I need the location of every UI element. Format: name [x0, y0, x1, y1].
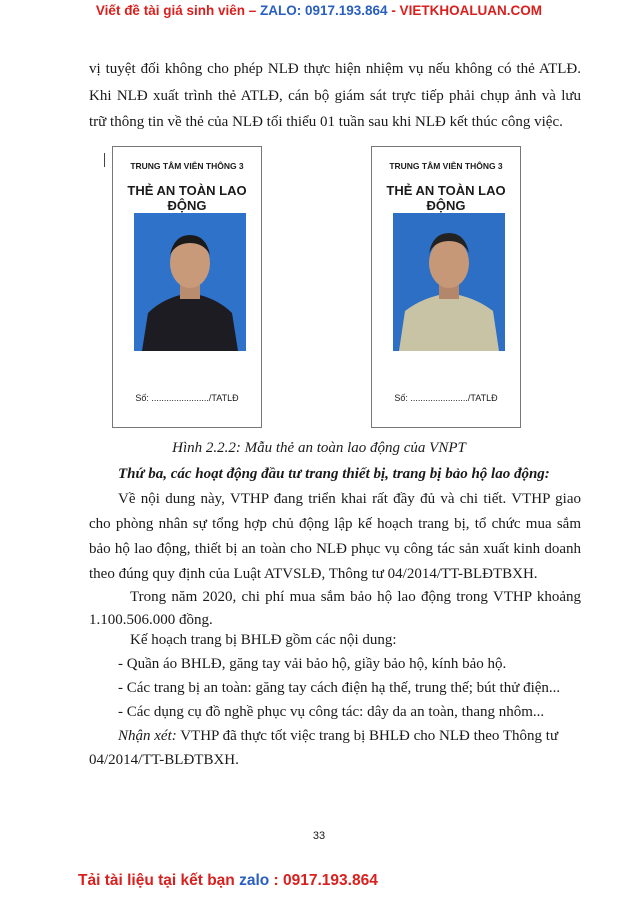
- card-org: TRUNG TÂM VIỄN THÔNG 3: [130, 161, 244, 171]
- footer-phone: : 0917.193.864: [269, 872, 378, 889]
- card-title: THẺ AN TOÀN LAO ĐỘNG: [127, 183, 247, 213]
- section-subheading: Thứ ba, các hoạt động đầu tư trang thiết bị, trang bị bảo hộ lao động:: [118, 466, 550, 482]
- bullet-item: - Quần áo BHLĐ, găng tay vải bảo hộ, giầy bảo hộ, kính bảo hộ.: [118, 656, 507, 672]
- page-footer: [78, 872, 378, 890]
- card-photo: [393, 213, 505, 351]
- footer-text: Tải tài liệu tại kết bạn: [78, 872, 240, 889]
- bullet-item: - Các dụng cụ đồ nghề phục vụ công tác: dây da an toàn, thang nhôm...: [118, 704, 545, 720]
- header-zalo: ZALO: 0917.193.864: [259, 3, 388, 18]
- safety-card-1: [112, 146, 262, 428]
- text-cursor-mark: [104, 153, 105, 167]
- remark-text: VTHP đã thực tốt việc trang bị BHLĐ cho NLĐ theo Thông tư: [176, 728, 559, 744]
- card-title: THẺ AN TOÀN LAO ĐỘNG: [386, 183, 506, 213]
- header-site: - VIETKHOALUAN.COM: [387, 3, 543, 18]
- header-text: Viết đề tài giá sinh viên –: [95, 3, 260, 18]
- remark-line-2: 04/2014/TT-BLĐTBXH.: [89, 752, 239, 768]
- card-number: Số: ......................./TATLĐ: [394, 393, 498, 403]
- bullet-item: - Các trang bị an toàn: găng tay cách điện hạ thế, trung thế; bút thử điện...: [118, 680, 561, 696]
- body-p1-line-1: Về nội dung này, VTHP đang triển khai rất đầy đủ và chi tiết. VTHP giao: [118, 491, 581, 507]
- remark-line: [118, 728, 558, 745]
- remark-label: Nhận xét:: [118, 728, 177, 744]
- body-p2-line-2: 1.100.506.000 đồng.: [89, 612, 213, 628]
- body-p1-line-2: cho phòng nhân sự tổng hợp chủ động lập kế hoạch trang bị, tổ chức mua sắm: [89, 516, 581, 532]
- footer-zalo: zalo: [239, 872, 270, 889]
- intro-line-3: trữ thông tin về thẻ của NLĐ tối thiểu 01 tuần sau khi NLĐ kết thúc công việc.: [89, 114, 563, 130]
- intro-line-1: vị tuyệt đối không cho phép NLĐ thực hiện nhiệm vụ nếu không có thẻ ATLĐ.: [89, 61, 581, 77]
- card-number: Số: ......................./TATLĐ: [135, 393, 239, 403]
- page-header: [0, 3, 638, 18]
- page-number: 33: [312, 830, 326, 842]
- figure-caption: Hình 2.2.2: Mẫu thẻ an toàn lao động của VNPT: [172, 440, 466, 456]
- card-photo: [134, 213, 246, 351]
- body-p1-line-3: bảo hộ lao động, thiết bị an toàn cho NLĐ phục vụ công tác sản xuất kinh doanh: [89, 541, 581, 557]
- body-p3: Kế hoạch trang bị BHLĐ gồm các nội dung:: [130, 632, 397, 648]
- safety-card-2: [371, 146, 521, 428]
- intro-line-2: Khi NLĐ xuất trình thẻ ATLĐ, cán bộ giám sát trực tiếp phải chụp ảnh và lưu: [89, 88, 581, 104]
- body-p2-line-1: Trong năm 2020, chi phí mua sắm bảo hộ lao động trong VTHP khoảng: [130, 589, 581, 605]
- body-p1-line-4: theo đúng quy định của Luật ATVSLĐ, Thông tư 04/2014/TT-BLĐTBXH.: [89, 566, 538, 582]
- card-org: TRUNG TÂM VIỄN THÔNG 3: [389, 161, 503, 171]
